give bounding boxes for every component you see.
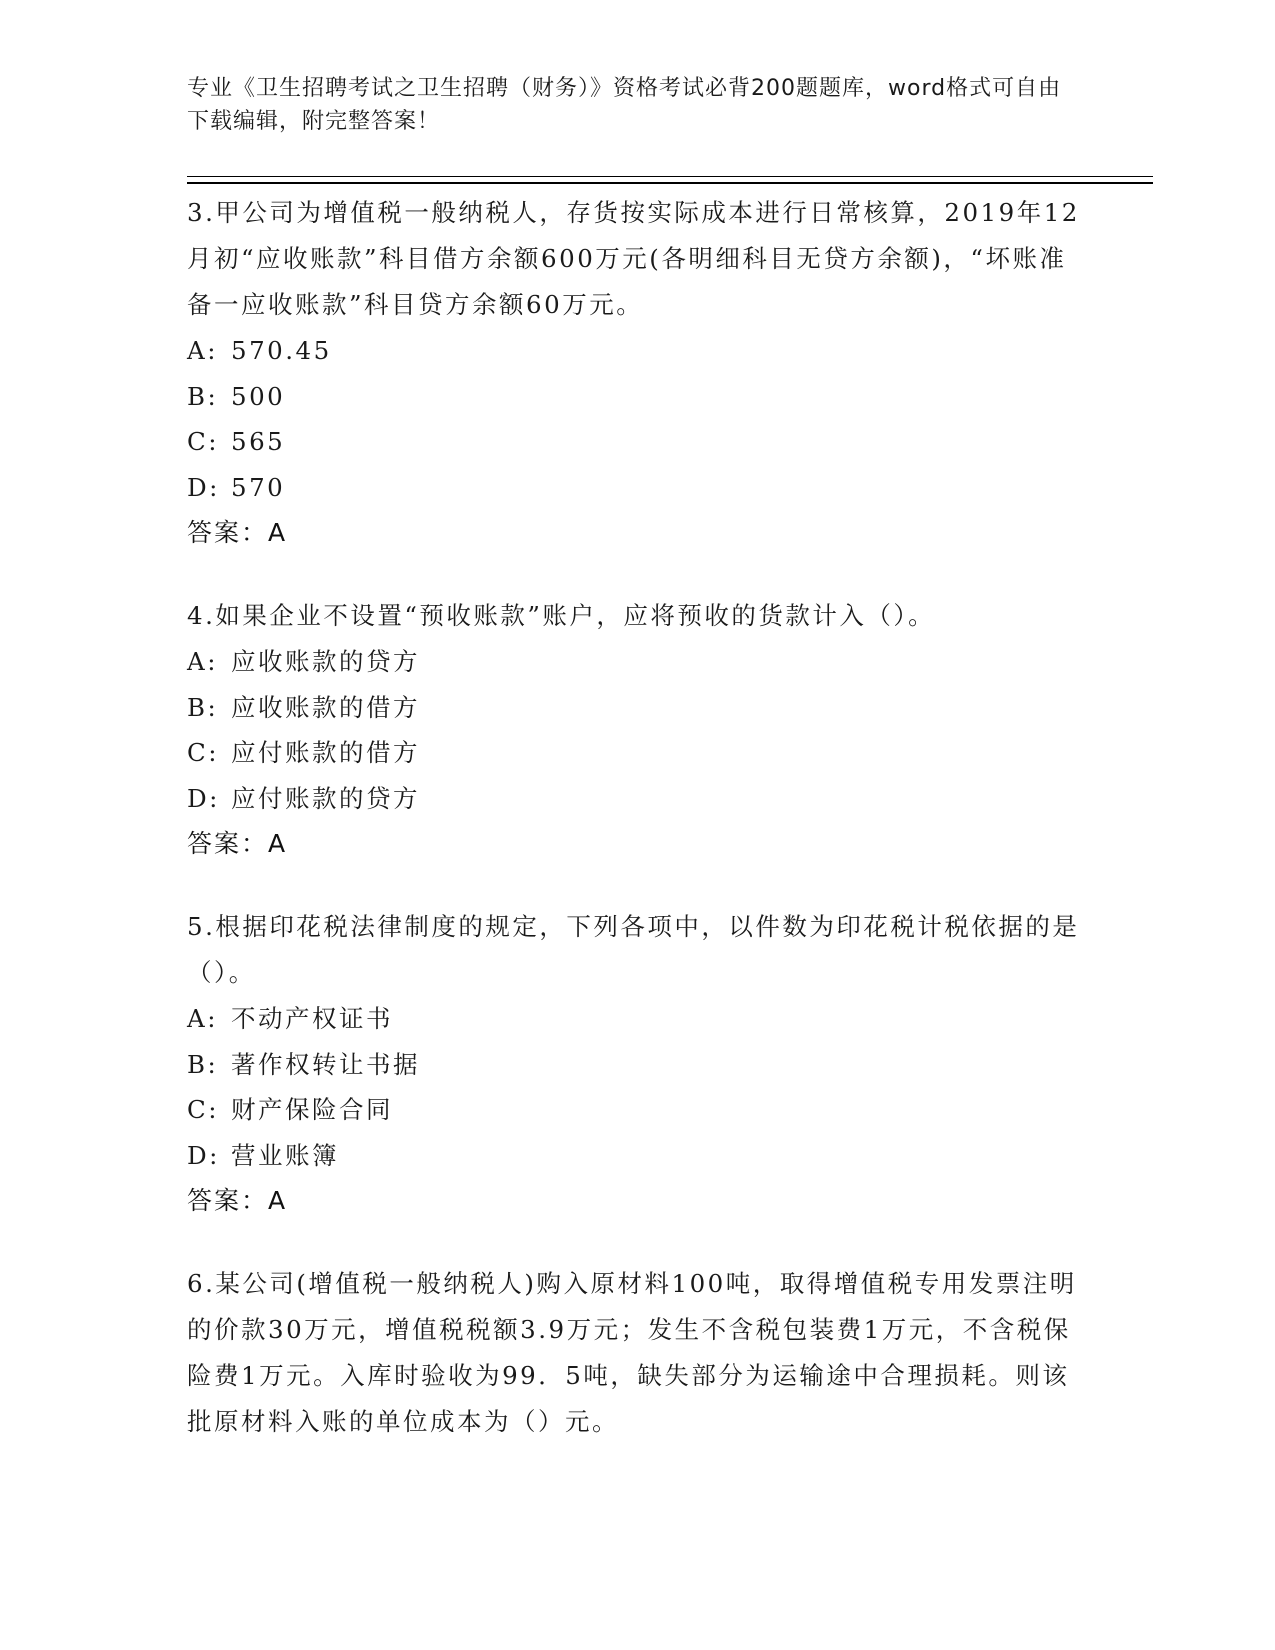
- answer-line: 答案：A: [187, 1186, 288, 1215]
- option-key: C:: [187, 1095, 220, 1124]
- option-c: [187, 1087, 1087, 1133]
- option-c: [187, 419, 1087, 465]
- option-key: C:: [187, 738, 220, 767]
- option-text: 应收账款的借方: [231, 692, 420, 722]
- option-text: 应付账款的贷方: [231, 783, 420, 813]
- option-key: B:: [187, 381, 219, 411]
- question-item: [187, 904, 1087, 1223]
- option-b: [187, 374, 1087, 420]
- option-a: [187, 328, 1087, 374]
- header-divider-thin: [187, 176, 1153, 177]
- option-d: [187, 465, 1087, 511]
- option-a: [187, 996, 1087, 1042]
- document-header-title: 专业《卫生招聘考试之卫生招聘（财务）》资格考试必背200题题库，word格式可自由下载编辑，附完整答案！: [187, 76, 1062, 134]
- option-d: [187, 1133, 1087, 1179]
- answer-line: 答案：A: [187, 829, 288, 858]
- question-item: [187, 1261, 1087, 1445]
- option-b: [187, 685, 1087, 731]
- option-c: [187, 730, 1087, 776]
- question-stem: 4.如果企业不设置“预收账款”账户，应将预收的货款计入（）。: [187, 601, 936, 630]
- option-key: A:: [187, 336, 218, 365]
- answer-line: 答案：A: [187, 518, 288, 547]
- option-key: D:: [187, 783, 220, 813]
- option-key: D:: [187, 472, 220, 502]
- option-text: 565: [231, 427, 286, 456]
- option-key: A:: [187, 647, 218, 676]
- option-text: 570.45: [231, 336, 332, 365]
- option-text: 570: [231, 472, 286, 502]
- option-text: 500: [231, 381, 286, 411]
- option-text: 不动产权证书: [231, 1004, 393, 1033]
- option-text: 财产保险合同: [231, 1095, 393, 1124]
- option-text: 应收账款的贷方: [231, 647, 420, 676]
- option-key: A:: [187, 1004, 218, 1033]
- option-a: [187, 639, 1087, 685]
- option-text: 应付账款的借方: [231, 738, 420, 767]
- question-item: [187, 190, 1087, 555]
- option-key: B:: [187, 692, 219, 722]
- question-stem: 3.甲公司为增值税一般纳税人，存货按实际成本进行日常核算，2019年12月初“应收账款”科目借方余额600万元(各明细科目无贷方余额)，“坏账准备一应收账款”科目贷方余额60万元。: [187, 198, 1080, 319]
- question-stem: 6.某公司(增值税一般纳税人)购入原材料100吨，取得增值税专用发票注明的价款30万元，增值税税额3.9万元；发生不含税包装费1万元，不含税保险费1万元。入库时验收为99．5吨，缺失部分为运输途中合理损耗。则该批原材料入账的单位成本为（）元。: [187, 1269, 1077, 1436]
- header-divider-thick: [187, 182, 1153, 184]
- option-key: B:: [187, 1049, 219, 1079]
- option-key: D:: [187, 1140, 220, 1170]
- option-b: [187, 1042, 1087, 1088]
- question-item: [187, 593, 1087, 866]
- option-key: C:: [187, 427, 220, 456]
- question-list: [187, 190, 1087, 1483]
- option-d: [187, 776, 1087, 822]
- option-text: 营业账簿: [231, 1140, 339, 1170]
- question-stem: 5.根据印花税法律制度的规定，下列各项中，以件数为印花税计税依据的是（）。: [187, 912, 1080, 987]
- option-text: 著作权转让书据: [231, 1049, 420, 1079]
